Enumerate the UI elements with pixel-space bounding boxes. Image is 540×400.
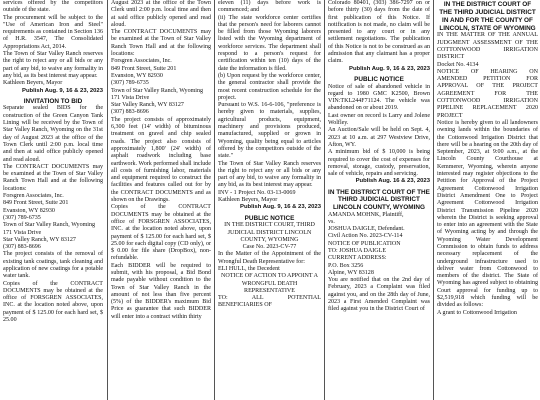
address-line: Town of Star Valley Ranch, Wyoming — [111, 87, 204, 94]
notice-text: A grant to Cottonwood Irrigation — [437, 309, 517, 316]
notice-text: Colorado 80401, (303) 386-7297 on or before thirty (30) days from the date of first publication of this Notice. If notification is not made, no claim will be presented to any court or in any settlement negotiations. The publication of this Notice is not to be construed as an admission that any claimant has a proper claim. — [328, 0, 430, 65]
publish-dates: Publish Aug. 9, 16 & 23, 2023 — [22, 87, 103, 94]
notice-heading: IN THE DISTRICT COURT OF THE THIRD JUDICIAL DISTRICT — [439, 1, 536, 16]
project-number: INV - 1 Project No. 03-13-0069 — [218, 189, 296, 196]
case-number: Civil Action No. 2023-CV-114 — [328, 233, 403, 240]
notice-heading: IN AND FOR THE COUNTY OF LINCOLN, STATE OF WYOMING — [439, 17, 536, 32]
notice-subheading: NOTICE OF PUBLICATION — [328, 240, 401, 247]
address-line: 849 Front Street, Suite 201 — [3, 200, 69, 207]
notice-text: You are notified that on the 2nd day of February, 2023 a Complaint was filed against you, and on the 28th day of June, 2023 a First Amended Complaint was filed against you in the District Court of — [328, 277, 430, 313]
address-line: 171 Vista Drive — [3, 229, 42, 236]
notice-signature: Kathleen Beyers, Mayor — [218, 197, 278, 204]
notice-text: A minimum bid of $ 10,000 is being required to cover the cost of expenses for removal, storage, custody, preservation, sale of vehicle, repairs and servicing. — [328, 149, 430, 178]
address-line: 171 Vista Drive — [111, 94, 150, 101]
notice-text: Last owner on record is Larry and Jolene Wolfley. — [328, 112, 430, 127]
address-line: Forsgren Associates, Inc. — [3, 193, 64, 200]
phone-line: (307) 883-8696 — [3, 244, 41, 251]
notice-text: Notice of sale of abandoned vehicle in regard to 1980 GMC K2500, Brown VIN:TKL244F71124. The vehicle was abandoned on or about 2019. — [328, 83, 430, 112]
phone-line: (307) 883-8696 — [111, 109, 149, 116]
address-line: Evanston, WY 82930 — [111, 72, 163, 79]
party-line: AMANDA MOHNK, Plaintiff, — [328, 211, 404, 218]
notice-heading: PUBLIC NOTICE — [354, 75, 404, 83]
notice-subheading: NOTICE OF HEARING ON AMENDED PETITION FOR APPROVAL OF THE PROJECT AGREEMENT FOR THE COTTONWOOD IRRIGATION PIPELINE REPLACEMENT 2020 PROJECT — [437, 68, 538, 119]
phone-line: (307) 789-6735 — [111, 80, 149, 87]
notice-text: The CONTRACT DOCUMENTS may be examined at the Town of Star Valley Ranch Town Hall and at the following locations: — [3, 163, 103, 192]
notice-text: In the Matter of the Appointment of the Wrongful Death Representative for: — [218, 251, 321, 265]
column-2 — [111, 0, 211, 400]
column-5 — [437, 0, 538, 400]
notice-text: The project consists of approximately 6,300 feet (14' width) of bituminous treatment on gravel and chip sealed roads. The project also consists of approximately 1,800' (24' width) of asphalt roadwork including base earthwork. Work performed shall include all costs of furnishing labor, materials and equipment required to construct the facilities and features called out for by the CONTRACT DOCUMENTS and as shown on the Drawings. — [111, 116, 211, 204]
notice-text: Copies of the CONTRACT DOCUMENTS may be obtained at the office of FORSGREN ASSOCIATES, INC. at the location noted above, upon payment of $ 125.00 for each hard set, $ 25.00 — [3, 280, 103, 324]
notice-text: services offered by the competitors outside of the state. — [3, 0, 103, 14]
notice-signature: Kathleen Beyers, Mayor — [3, 80, 63, 87]
notice-text: Pursuant to W.S. 16-6-106, "preference is hereby given to materials, supplies, agricultural products, equipment, machinery and provisions produced, manufactured, supplied or grown in Wyoming, quality being equal to articles offered by the competitors outside of the state." — [218, 102, 321, 160]
decedent-name: ELI HULL, the Decedent — [218, 265, 280, 272]
docket-number: Docket No. 4134 — [437, 61, 479, 68]
notice-text: An Auction/Sale will be held on Sept. 4, 2023 at 10 a.m. at 297 Westview Drive, Afton, WY. — [328, 127, 430, 148]
party-line: vs. — [328, 218, 335, 225]
notice-text: Each BIDDER will be required to submit, with his proposal, a Bid Bond made payable without condition to the Town of Star Valley Ranch in the amount of not less than five percent (5%) of the BIDDER's maximum Bid Price as guarantee that such BIDDER will enter into a contract within thirty — [111, 262, 211, 320]
publish-dates: Publish Aug. 16 & 23, 2023 — [355, 178, 430, 185]
notice-text: eleven (11) days before work is commenced; and — [218, 0, 321, 14]
notice-text: The Town of Star Valley Ranch reserves the right to reject any or all bids or any part of any bid, to waive any formality in any bid, as its best interest may appear. — [218, 160, 321, 189]
phone-line: (307) 789-6735 — [3, 214, 41, 221]
column-1 — [3, 0, 103, 400]
column-3 — [218, 0, 321, 400]
notice-text: August 2023 at the office of the Town Clerk until 2:00 p.m. local time and then at said office publicly opened and read aloud. — [111, 0, 211, 28]
column-divider — [214, 0, 215, 400]
notice-text: The Town of Star Valley Ranch reserves the right to reject any or all bids or any part of any bid, to waive any formality in any bid, as its best interest may appear. — [3, 51, 103, 79]
address-line: Evanston, WY 82930 — [3, 207, 55, 214]
publish-dates: Publish Aug. 9, 16 & 23, 2023 — [240, 204, 321, 211]
party-line: JOSHUA DAIGLE, Defendant. — [328, 226, 405, 233]
notice-text: The procurement will be subject to the "Use of American Iron and Steel" requirements as contained in Section 136 of H.R. 3547, The Consolidated Appropriations Act, 2014. — [3, 14, 103, 50]
address-line: Forsgren Associates, Inc. — [111, 58, 172, 65]
column-divider — [324, 0, 325, 400]
publish-dates: Publish Aug. 9, 16 & 23, 2023 — [349, 65, 430, 72]
address-line: CURRENT ADDRESS: — [328, 255, 387, 262]
notice-text: (b) Upon request by the workforce center, the general contractor shall provide the most recent construction schedule for the project. — [218, 72, 321, 101]
address-line: Town of Star Valley Ranch, Wyoming — [3, 222, 96, 229]
column-divider — [433, 0, 434, 400]
address-line: P.O. Box 3256 — [328, 262, 364, 269]
notice-text: The CONTRACT DOCUMENTS may be examined at the Town of Star Valley Ranch Town Hall and at the following locations: — [111, 29, 211, 58]
notice-text: The project consists of the removal of existing tank coatings, tank cleaning and application of new coatings for a potable water tank. — [3, 251, 103, 280]
notice-text: IN THE MATTER OF THE ANNUAL JUDGMENT ASSESSMENT OF THE COTTONWOOD IRRIGATION DISTRICT — [437, 32, 538, 61]
notice-subheading: NOTICE OF ACTION TO APPOINT A WRONGFUL DEATH REPRESENTATIVE — [221, 273, 318, 294]
notice-heading: INVITATION TO BID — [23, 97, 83, 105]
notice-heading: IN THE DISTRICT COURT OF THE THIRD JUDICIAL DISTRICT LINCOLN COUNTY, WYOMING — [328, 188, 430, 211]
notice-text: Notice is hereby given to all landowners owning lands within the boundaries of the Cottonwood Irrigation District that there will be a hearing on the 20th day of September, 2023, at 9:00 a.m., at the Lincoln County Courthouse at Kemmerer, Wyoming, wherein anyone interested may register objections to the Petition for Approval of the Project Agreement Cottonwood Irrigation District Amendment One to Project Agreement Cottonwood Irrigation District Transmission Pipeline 2020 wherein the District is seeking approval to enter into an agreement with the State of Wyoming acting by and through the Wyoming Water Development Commission to obtain funds to address necessary replacement of the underground infrastructure used to deliver water from Cottonwood to members of the district. The State of Wyoming has agreed subject to obtaining Court approval for funding up to $2,519,918 which funding will be divided as follows: — [437, 119, 538, 309]
notice-text: (ii) The state workforce center certifies that the person's need for laborers cannot be filled from those Wyoming laborers listed with the Wyoming department of workforce services. The department shall respond to a person's request for certification within ten (10) days of the date the information is filed. — [218, 14, 321, 72]
address-line: Star Valley Ranch, WY 83127 — [111, 102, 184, 109]
address-line: TO: JOSHUA DAIGLE — [328, 247, 387, 254]
notice-text: Separate sealed BIDS for the construction of the Green Canyon Tank Lining will be received by the Town of Star Valley Ranch, Wyoming on the 31st day of August 2023 at the office of the Town Clerk until 2:00 p.m. local time and then at said office publicly opened and read aloud. — [3, 105, 103, 163]
case-number: Case No. 2023-CV-77 — [242, 244, 297, 251]
court-caption: IN THE DISTRICT COURT, THIRD JUDICIAL DISTRICT LINCOLN COUNTY, WYOMING — [224, 222, 315, 243]
column-4 — [328, 0, 430, 400]
notice-text: TO: ALL POTENTIAL BENEFICIARIES OF — [218, 295, 321, 309]
address-line: 849 Front Street, Suite 201 — [111, 65, 177, 72]
notice-heading: PUBLIC NOTICE — [244, 214, 295, 222]
notice-text: Copies of the CONTRACT DOCUMENTS may be obtained at the office of FORSGREN ASSOCIATES, INC. at the location noted above, upon payment of $ 125.00 for each hard set, $ 25.00 for each digital copy (CD only), or $ 0.00 for file share (DropBox), non-refundable. — [111, 204, 211, 262]
address-line: Star Valley Ranch, WY 83127 — [3, 236, 76, 243]
column-divider — [107, 0, 108, 400]
address-line: Alpine, WY 83128 — [328, 269, 374, 276]
